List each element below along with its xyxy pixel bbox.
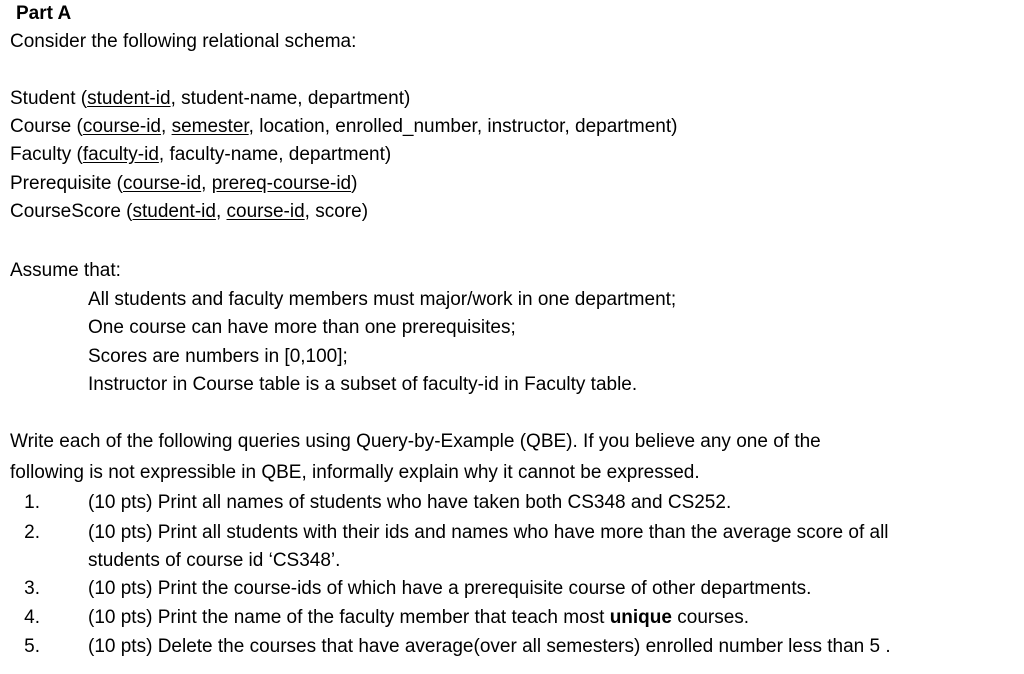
part-heading: Part A (16, 3, 72, 24)
relation-name: CourseScore (10, 201, 121, 222)
emphasis-text: unique (609, 607, 672, 628)
attr-list: , score) (304, 201, 369, 222)
question-number: 1. (24, 492, 40, 513)
question-number: 3. (24, 578, 40, 599)
instruction-line: Write each of the following queries using Query-by-Example (QBE). If you believe any one of the (10, 431, 821, 452)
relation-name: Prerequisite (10, 173, 112, 194)
schema-student: Student (student-id, student-name, department) (10, 88, 411, 109)
question-5 (0, 636, 50, 658)
relation-name: Faculty (10, 144, 72, 165)
key-attr: prereq-course-id (211, 173, 352, 194)
schema-course: Course (course-id, semester, location, enrolled_number, instructor, department) (10, 116, 678, 137)
attr-list: ) (351, 173, 358, 194)
question-3 (0, 578, 50, 600)
attr-list: , faculty-name, department) (158, 144, 392, 165)
assume-label: Assume that: (10, 260, 121, 281)
key-attr: semester (171, 116, 249, 137)
question-3-text: (10 pts) Print the course-ids of which have a prerequisite course of other departments. (88, 578, 812, 599)
attr-list: , student-name, department) (170, 88, 411, 109)
question-text-part: (10 pts) Print the name of the faculty member that teach most (88, 607, 610, 628)
instruction-line: following is not expressible in QBE, informally explain why it cannot be expressed. (10, 462, 700, 483)
assumption-item: One course can have more than one prerequisites; (88, 317, 516, 338)
attr-list: , location, enrolled_number, instructor, department) (248, 116, 678, 137)
question-text-part: courses. (671, 607, 750, 628)
question-1-text: (10 pts) Print all names of students who have taken both CS348 and CS252. (88, 492, 732, 513)
question-2 (0, 522, 50, 544)
intro-text: Consider the following relational schema: (10, 31, 357, 52)
key-attr: student-id (132, 201, 216, 222)
question-number: 2. (24, 522, 40, 543)
question-2-continuation: students of course id ‘CS348’. (88, 550, 341, 571)
key-attr: faculty-id (82, 144, 159, 165)
question-2-text: (10 pts) Print all students with their ids and names who have more than the average score of all (88, 522, 889, 543)
question-1 (0, 492, 50, 514)
question-4-text (88, 607, 749, 629)
assumption-item: Instructor in Course table is a subset of faculty-id in Faculty table. (88, 374, 638, 395)
schema-prerequisite: Prerequisite (course-id, prereq-course-id) (10, 173, 358, 194)
schema-coursescore: CourseScore (student-id, course-id, score) (10, 201, 369, 222)
question-number: 4. (24, 607, 40, 628)
assumption-item: All students and faculty members must major/work in one department; (88, 289, 677, 310)
key-attr: course-id (82, 116, 162, 137)
question-5-text: (10 pts) Delete the courses that have average(over all semesters) enrolled number less than 5 . (88, 636, 891, 657)
key-attr: course-id (226, 201, 305, 222)
relation-name: Course (10, 116, 72, 137)
key-attr: course-id (123, 173, 202, 194)
assumption-item: Scores are numbers in [0,100]; (88, 346, 348, 367)
relation-name: Student (10, 88, 76, 109)
question-4 (0, 607, 50, 629)
schema-faculty: Faculty (faculty-id, faculty-name, department) (10, 144, 392, 165)
key-attr: student-id (87, 88, 171, 109)
question-number: 5. (24, 636, 40, 657)
